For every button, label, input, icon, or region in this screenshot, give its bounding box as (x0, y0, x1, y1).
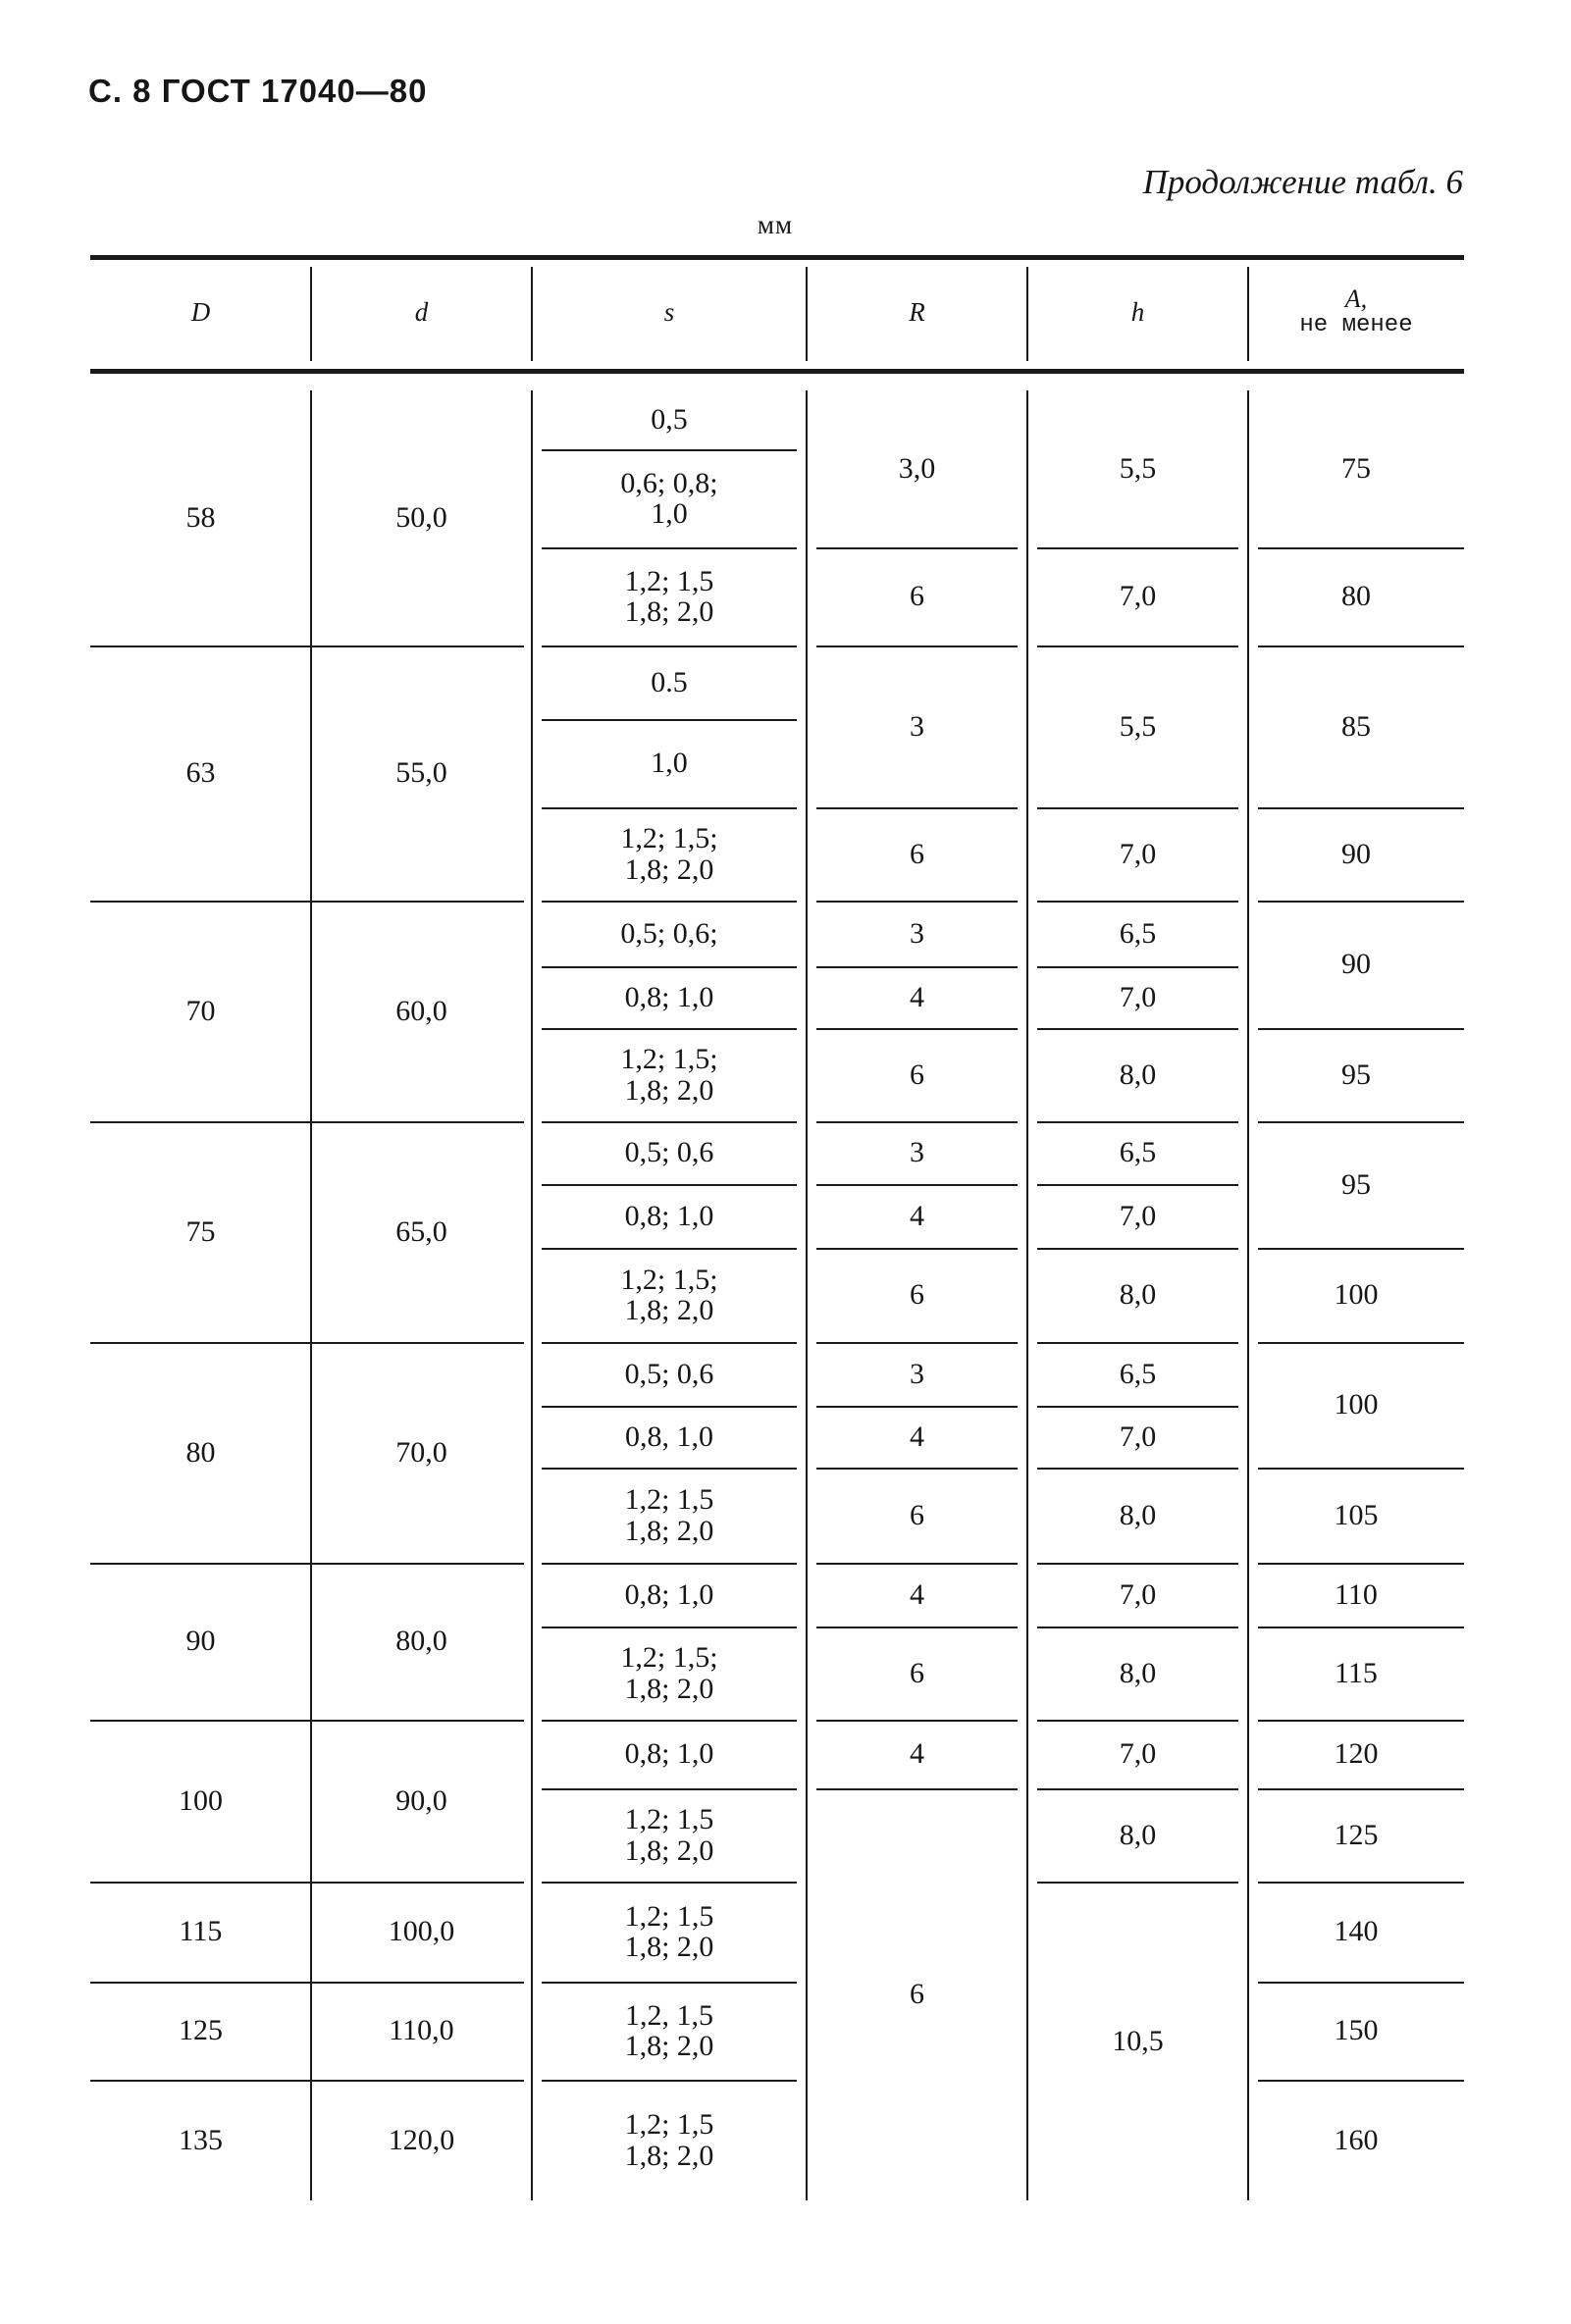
cell-h-line: 6,5 (1119, 916, 1157, 950)
cell-d (317, 2080, 526, 2200)
page-header: С. 8 ГОСТ 17040—80 (88, 73, 428, 109)
cell-h (1033, 1184, 1242, 1248)
cell-s-line: 1,2; 1,5; (620, 822, 718, 854)
cell-d (317, 1563, 526, 1720)
cell-R (812, 966, 1021, 1028)
cell-s (538, 966, 801, 1028)
cell-R-line: 4 (910, 1199, 924, 1232)
cell-A-line: 105 (1334, 1498, 1379, 1531)
cell-h-line: 8,0 (1119, 1058, 1157, 1091)
cell-R (812, 1468, 1021, 1563)
cell-s-line: 0,5; 0,6 (624, 1357, 714, 1390)
column-rule (531, 390, 533, 2200)
cell-R-line: 3,0 (898, 452, 936, 486)
cell-s (538, 646, 801, 719)
cell-A-line: 115 (1335, 1656, 1378, 1689)
cell-D (96, 1342, 305, 1563)
cell-s-line: 1,8; 2,0 (624, 1833, 714, 1867)
cell-A-line: 95 (1341, 1167, 1371, 1201)
cell-A (1254, 390, 1458, 547)
cell-h-merged-line: 10,5 (1112, 2024, 1164, 2057)
cell-D-line: 70 (185, 994, 216, 1027)
cell-s (538, 719, 801, 807)
cell-A (1254, 1788, 1458, 1882)
cell-A (1254, 1468, 1458, 1563)
column-header-h (1031, 253, 1244, 371)
cell-R-merged-line: 6 (910, 1978, 924, 2011)
cell-s-line: 0,8; 1,0 (624, 1577, 714, 1611)
cell-h-line: 8,0 (1119, 1498, 1157, 1531)
cell-D-line: 125 (179, 2014, 223, 2047)
cell-R-line: 6 (910, 1278, 924, 1312)
cell-s-line: 1,2; 1,5 (624, 1483, 714, 1516)
cell-s (538, 1248, 801, 1342)
cell-A (1254, 807, 1458, 901)
header-column-rule (531, 267, 533, 361)
cell-h (1033, 1788, 1242, 1882)
cell-D-line: 80 (185, 1435, 216, 1469)
cell-s-line: 1,2; 1,5 (624, 1803, 714, 1835)
cell-D-line: 58 (185, 501, 216, 535)
cell-s-line: 1,8; 2,0 (624, 2139, 714, 2172)
cell-h-line: 5,5 (1119, 452, 1157, 486)
cell-h (1033, 1248, 1242, 1342)
cell-R (812, 901, 1021, 966)
cell-d (317, 1342, 526, 1563)
cell-R (812, 1720, 1021, 1788)
cell-R (812, 1406, 1021, 1468)
cell-d-line: 60,0 (395, 994, 447, 1027)
cell-s-line: 0,8, 1,0 (625, 1420, 713, 1453)
cell-h (1033, 807, 1242, 901)
cell-D (96, 1982, 305, 2080)
cell-s-line: 1,2; 1,5; (620, 1641, 718, 1674)
cell-R-line: 6 (910, 837, 924, 870)
cell-R-line: 3 (910, 709, 924, 743)
cell-s (538, 807, 801, 901)
cell-h-line: 7,0 (1119, 1199, 1157, 1232)
cell-R-line: 3 (910, 1136, 924, 1169)
column-rule (310, 390, 312, 2200)
cell-s (538, 1121, 801, 1184)
cell-d (317, 901, 526, 1121)
cell-A (1254, 1627, 1458, 1720)
cell-h-line: 6,5 (1119, 1357, 1157, 1390)
cell-h (1033, 1406, 1242, 1468)
cell-s-line: 0,8; 1,0 (624, 1199, 714, 1232)
cell-A-line: 75 (1341, 452, 1371, 486)
cell-A (1254, 547, 1458, 646)
header-column-rule (310, 267, 312, 361)
cell-h (1033, 547, 1242, 646)
cell-d-line: 70,0 (395, 1435, 447, 1469)
cell-h-merged (1033, 1882, 1242, 2200)
cell-D (96, 646, 305, 901)
cell-d (317, 390, 526, 646)
cell-A (1254, 1563, 1458, 1627)
cell-d (317, 1121, 526, 1342)
cell-s-line: 0,8; 1,0 (624, 1737, 714, 1771)
header-column-rule (1247, 267, 1249, 361)
cell-R-line: 6 (910, 1498, 924, 1531)
cell-s (538, 390, 801, 449)
cell-R-line: 6 (910, 580, 924, 613)
cell-s-line: 1,2; 1,5 (624, 1899, 714, 1933)
cell-D-line: 135 (179, 2123, 223, 2156)
cell-h (1033, 901, 1242, 966)
cell-s (538, 1184, 801, 1248)
cell-A-line: 100 (1334, 1388, 1379, 1421)
cell-h-line: 8,0 (1119, 1656, 1157, 1689)
cell-A-line: 120 (1334, 1737, 1379, 1771)
cell-d-line: 50,0 (395, 501, 447, 535)
cell-A-line: 160 (1334, 2123, 1379, 2156)
column-rule (806, 390, 808, 2200)
unit-label: мм (757, 210, 794, 239)
cell-s-line: 1,2; 1,5 (624, 564, 714, 597)
cell-A (1254, 1342, 1458, 1468)
cell-d-line: 90,0 (395, 1783, 447, 1817)
column-symbol: R (909, 296, 925, 327)
cell-h (1033, 390, 1242, 547)
cell-D (96, 1882, 305, 1982)
cell-d-line: 100,0 (388, 1915, 455, 1948)
cell-R-line: 3 (910, 916, 924, 950)
cell-D-line: 63 (185, 756, 216, 790)
cell-s-line: 1,8; 2,0 (624, 852, 714, 886)
cell-R-line: 6 (910, 1058, 924, 1091)
cell-A (1254, 2080, 1458, 2200)
cell-s-line: 1,8; 2,0 (624, 1672, 714, 1705)
cell-D (96, 1121, 305, 1342)
cell-s-line: 0,8; 1,0 (624, 980, 714, 1013)
header-column-rule (806, 267, 808, 361)
column-header-d (94, 253, 307, 371)
cell-h-line: 7,0 (1119, 580, 1157, 613)
cell-s (538, 1468, 801, 1563)
cell-R (812, 1627, 1021, 1720)
column-symbol: A, (1344, 284, 1368, 313)
cell-s-line: 0,5; 0,6; (620, 916, 718, 950)
cell-s-line: 1,8; 2,0 (624, 1073, 714, 1107)
cell-s-line: 1,2; 1,5 (624, 2108, 714, 2141)
cell-h-line: 7,0 (1119, 980, 1157, 1013)
cell-s-line: 1,2; 1,5; (620, 1263, 718, 1296)
cell-s-line: 1,2, 1,5 (625, 1998, 713, 2032)
cell-R-line: 6 (910, 1656, 924, 1689)
cell-h (1033, 1121, 1242, 1184)
cell-R (812, 1028, 1021, 1121)
column-symbol: D (190, 296, 211, 327)
column-header-r (811, 253, 1023, 371)
column-rule (1247, 390, 1249, 2200)
cell-h (1033, 1342, 1242, 1406)
cell-h (1033, 1468, 1242, 1563)
cell-R (812, 807, 1021, 901)
cell-A-line: 90 (1341, 948, 1371, 981)
cell-s-line: 1,8; 2,0 (624, 595, 714, 628)
cell-A-line: 140 (1334, 1915, 1379, 1948)
cell-s (538, 1720, 801, 1788)
cell-s-line: 1,8; 2,0 (624, 1294, 714, 1326)
cell-R-line: 4 (910, 980, 924, 1013)
cell-h-line: 7,0 (1119, 1737, 1157, 1771)
cell-R (812, 1121, 1021, 1184)
cell-h (1033, 966, 1242, 1028)
cell-A (1254, 1882, 1458, 1982)
cell-R (812, 547, 1021, 646)
cell-h-line: 6,5 (1119, 1136, 1157, 1169)
cell-R-merged (812, 1788, 1021, 2200)
cell-A-line: 95 (1341, 1058, 1371, 1091)
cell-A (1254, 1248, 1458, 1342)
cell-d (317, 646, 526, 901)
cell-s (538, 1882, 801, 1982)
cell-h-line: 5,5 (1119, 709, 1157, 743)
cell-s (538, 1627, 801, 1720)
column-header-d (315, 253, 528, 371)
cell-R-line: 4 (910, 1577, 924, 1611)
cell-s-line: 0.5 (651, 665, 688, 698)
cell-s (538, 547, 801, 646)
cell-s-line: 0,5; 0,6 (624, 1136, 714, 1169)
cell-s (538, 1342, 801, 1406)
cell-s-line: 1,8; 2,0 (624, 1931, 714, 1963)
cell-A-line: 110 (1335, 1577, 1378, 1611)
cell-d-line: 65,0 (395, 1214, 447, 1248)
cell-A-line: 90 (1341, 837, 1371, 870)
cell-A-line: 100 (1334, 1278, 1379, 1312)
cell-d (317, 1982, 526, 2080)
cell-s-line: 1,8; 2,0 (624, 1514, 714, 1547)
cell-A (1254, 1982, 1458, 2080)
cell-s (538, 1788, 801, 1882)
cell-R (812, 646, 1021, 807)
cell-D-line: 90 (185, 1625, 216, 1658)
cell-A (1254, 646, 1458, 807)
cell-A (1254, 1121, 1458, 1248)
column-symbol: s (663, 296, 675, 327)
column-header-s (536, 253, 803, 371)
header-column-rule (1026, 267, 1028, 361)
cell-d (317, 1882, 526, 1982)
cell-s (538, 1406, 801, 1468)
cell-d-line: 80,0 (395, 1625, 447, 1658)
cell-R (812, 390, 1021, 547)
cell-R (812, 1563, 1021, 1627)
cell-D-line: 115 (179, 1915, 223, 1948)
cell-h (1033, 1720, 1242, 1788)
cell-d (317, 1720, 526, 1882)
cell-A (1254, 1720, 1458, 1788)
cell-h-line: 8,0 (1119, 1278, 1157, 1312)
cell-h-line: 7,0 (1119, 1577, 1157, 1611)
cell-R-line: 3 (910, 1357, 924, 1390)
cell-h (1033, 646, 1242, 807)
cell-d-line: 55,0 (395, 756, 447, 790)
cell-R (812, 1248, 1021, 1342)
table-caption: Продолжение табл. 6 (1142, 163, 1463, 201)
cell-s-line: 0,5 (651, 403, 688, 437)
cell-A-line: 125 (1334, 1818, 1379, 1851)
cell-s (538, 1982, 801, 2080)
spec-table (90, 253, 1464, 2215)
cell-s (538, 2080, 801, 2200)
cell-A-line: 85 (1341, 709, 1371, 743)
cell-D (96, 2080, 305, 2200)
column-symbol: h (1130, 296, 1145, 327)
column-header-a (1252, 253, 1460, 371)
cell-s-line: 1,8; 2,0 (624, 2030, 714, 2062)
cell-s (538, 901, 801, 966)
cell-R-line: 4 (910, 1737, 924, 1771)
column-note: не менее (1299, 312, 1413, 339)
cell-s (538, 1563, 801, 1627)
cell-s (538, 1028, 801, 1121)
cell-s-line: 1,2; 1,5; (620, 1043, 718, 1075)
cell-h (1033, 1028, 1242, 1121)
cell-D-line: 75 (185, 1214, 216, 1248)
column-symbol: d (414, 296, 429, 327)
cell-h (1033, 1627, 1242, 1720)
cell-d-line: 110,0 (389, 2014, 454, 2047)
cell-s (538, 449, 801, 547)
cell-h (1033, 1563, 1242, 1627)
cell-D (96, 1720, 305, 1882)
cell-A-line: 80 (1341, 580, 1371, 613)
cell-R (812, 1342, 1021, 1406)
cell-A-line: 150 (1334, 2014, 1379, 2047)
cell-s-line: 1,0 (651, 497, 688, 530)
cell-h-line: 8,0 (1119, 1818, 1157, 1851)
cell-D-line: 100 (179, 1783, 223, 1817)
cell-s-line: 1,0 (651, 747, 688, 780)
cell-D (96, 390, 305, 646)
cell-h-line: 7,0 (1119, 837, 1157, 870)
cell-R-line: 4 (910, 1420, 924, 1453)
cell-R (812, 1184, 1021, 1248)
cell-s-line: 0,6; 0,8; (620, 466, 718, 499)
cell-h-line: 7,0 (1119, 1420, 1157, 1453)
cell-D (96, 901, 305, 1121)
cell-A (1254, 901, 1458, 1028)
cell-A (1254, 1028, 1458, 1121)
cell-d-line: 120,0 (388, 2123, 455, 2156)
column-rule (1026, 390, 1028, 2200)
cell-D (96, 1563, 305, 1720)
